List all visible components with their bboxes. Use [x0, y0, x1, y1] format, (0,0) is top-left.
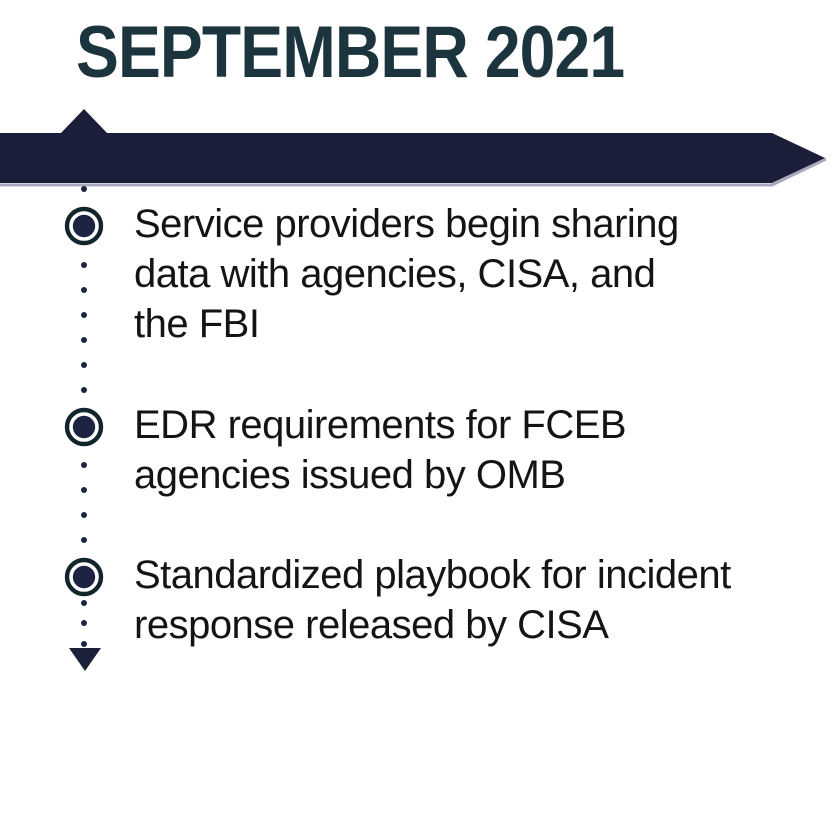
timeline-dot — [81, 186, 87, 192]
event-line: agencies issued by OMB — [134, 453, 566, 497]
event-line: response released by CISA — [134, 603, 609, 647]
event-line: Service providers begin sharing — [134, 202, 679, 246]
timeline-event-3 — [134, 550, 731, 650]
timeline-dot — [81, 641, 87, 647]
arrow-right-bar-shape — [0, 109, 825, 183]
bullseye-marker-icon — [64, 557, 104, 597]
timeline-dot — [81, 487, 87, 493]
arrow-down-icon — [69, 648, 101, 671]
timeline-dot — [81, 387, 87, 393]
timeline-event-1 — [134, 199, 679, 349]
event-line: Standardized playbook for incident — [134, 553, 731, 597]
timeline-dot — [81, 620, 87, 626]
timeline-dot — [81, 262, 87, 268]
timeline-event-2 — [134, 400, 626, 500]
event-line: data with agencies, CISA, and — [134, 252, 656, 296]
page-title: SEPTEMBER 2021 — [76, 12, 625, 93]
timeline-dot — [81, 312, 87, 318]
bullseye-marker-icon — [64, 206, 104, 246]
timeline-dot — [81, 537, 87, 543]
timeline-dot — [81, 512, 87, 518]
bullseye-marker-icon — [64, 407, 104, 447]
timeline-dot — [81, 337, 87, 343]
timeline-dot — [81, 600, 87, 606]
timeline-dot — [81, 462, 87, 468]
timeline-dot — [81, 362, 87, 368]
timeline-dot — [81, 287, 87, 293]
event-line: the FBI — [134, 302, 260, 346]
timeline-arrow-bar — [0, 107, 835, 187]
event-line: EDR requirements for FCEB — [134, 403, 627, 447]
